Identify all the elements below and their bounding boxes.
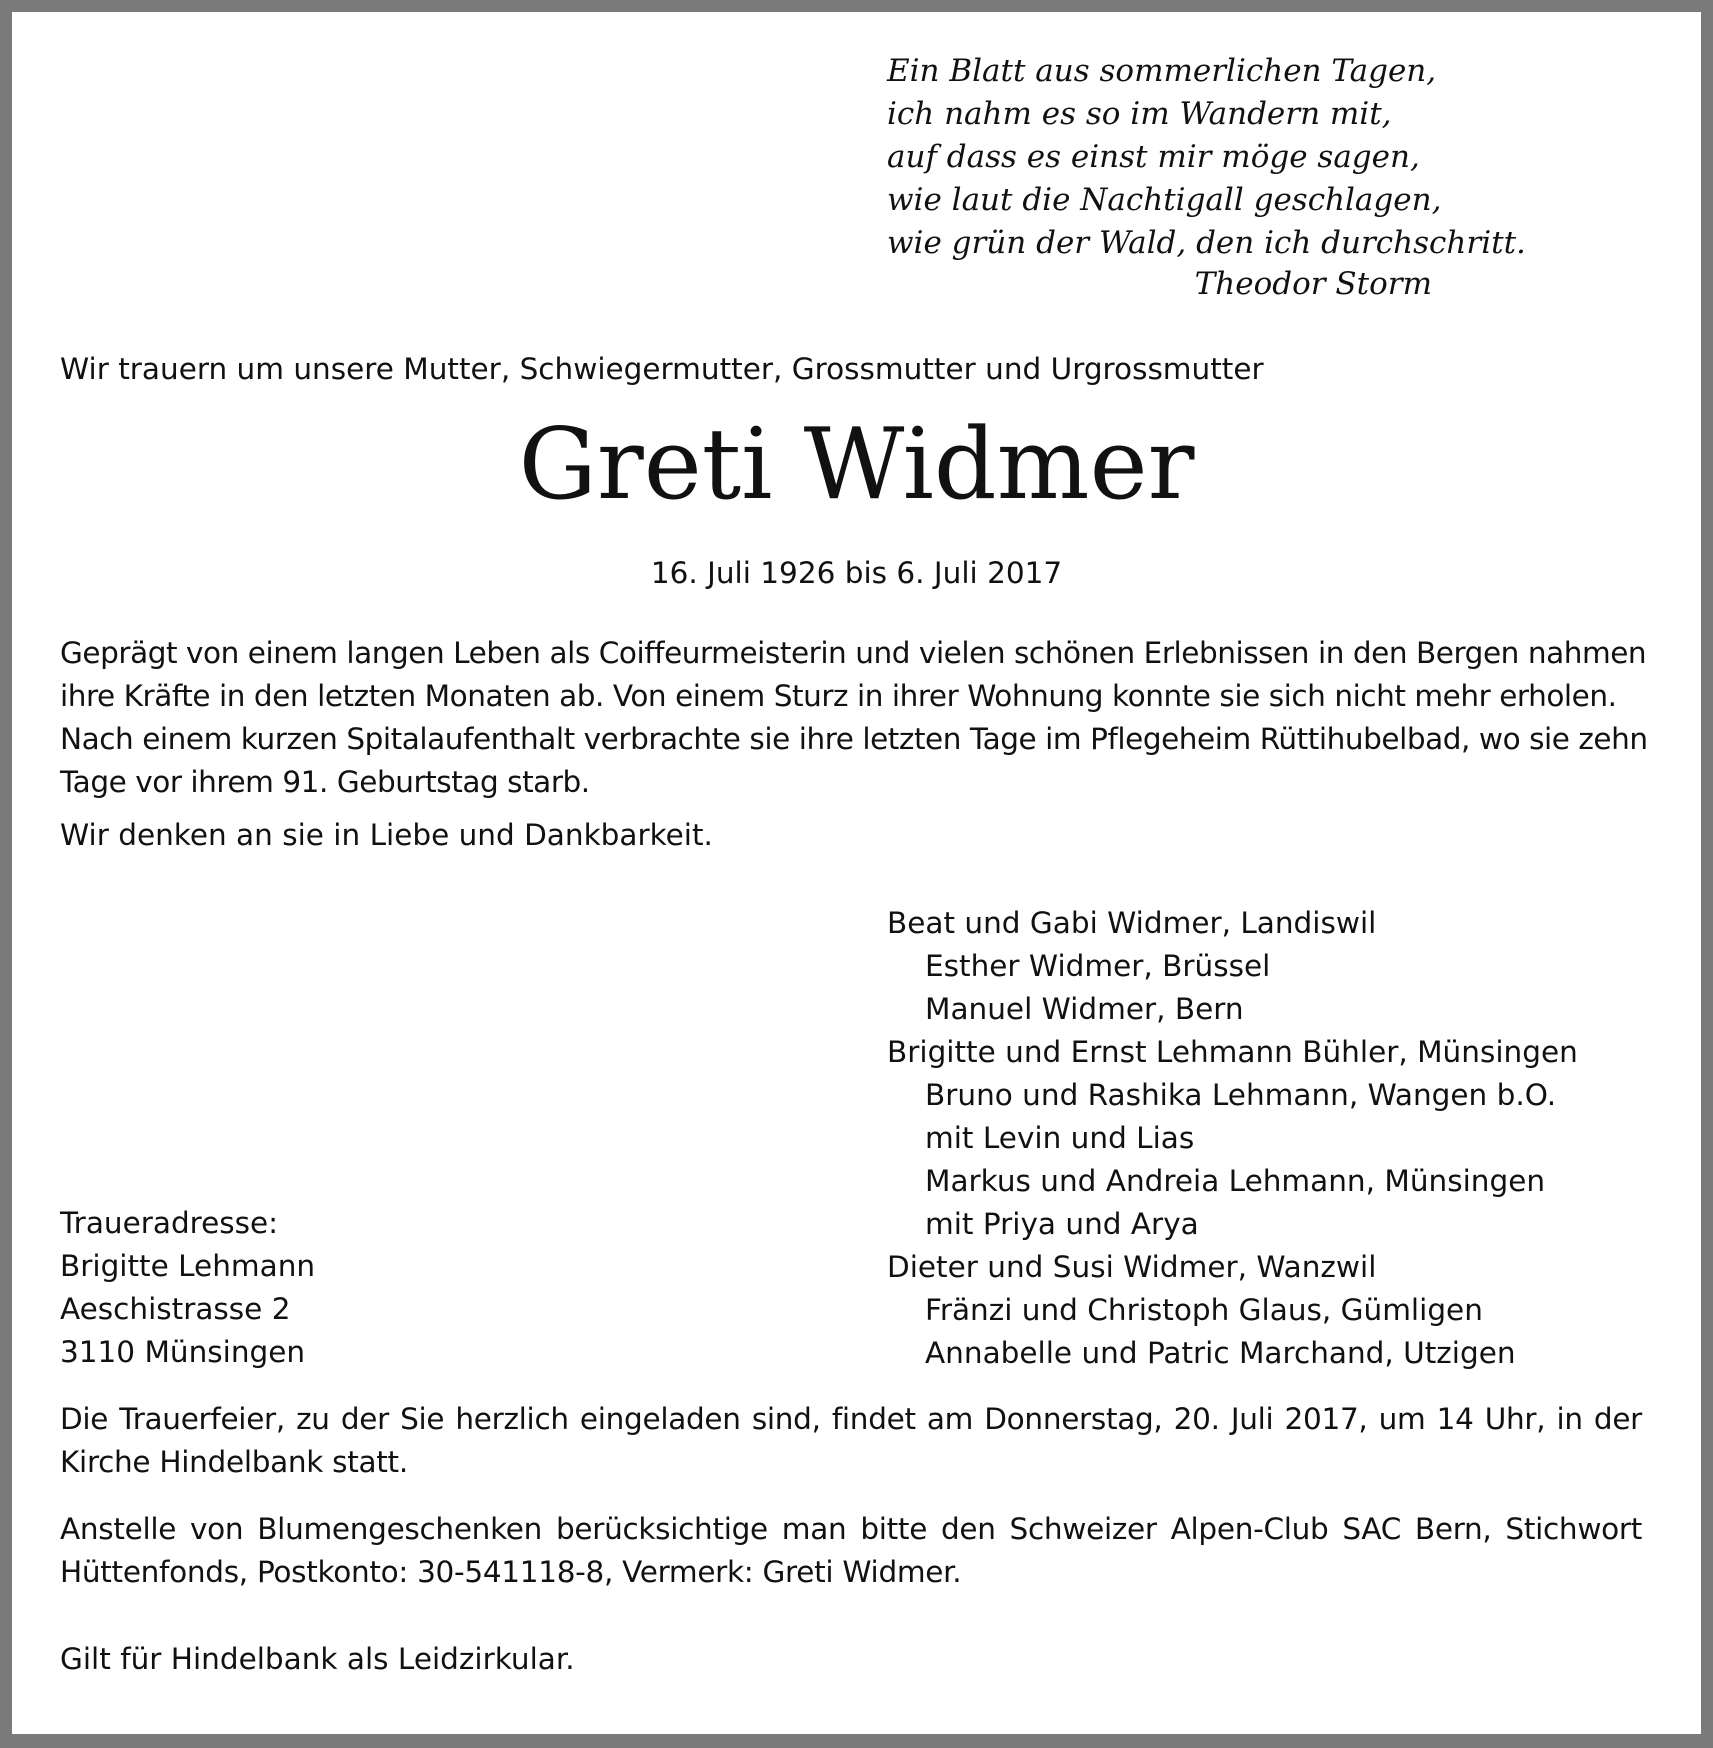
biography-line: Tage vor ihrem 91. Geburtstag starb. — [60, 765, 590, 799]
poem-line: Ein Blatt aus sommerlichen Tagen, — [887, 53, 1437, 89]
biography-line: Geprägt von einem langen Leben als Coiffeurmeisterin und vielen schönen Erlebnissen in den Bergen nahmen — [60, 636, 1647, 670]
family-member: mit Priya und Arya — [925, 1207, 1199, 1241]
biography-paragraph — [60, 632, 1660, 804]
obituary-notice — [12, 12, 1701, 1734]
poem-line: wie laut die Nachtigall geschlagen, — [887, 182, 1442, 218]
mourning-address — [60, 1202, 315, 1374]
family-member: Bruno und Rashika Lehmann, Wangen b.O. — [925, 1078, 1557, 1112]
intro-text: Wir trauern um unsere Mutter, Schwiegermutter, Grossmutter und Urgrossmutter — [60, 352, 1264, 386]
donation-paragraph — [60, 1508, 1660, 1594]
footer-note: Gilt für Hindelbank als Leidzirkular. — [60, 1642, 575, 1676]
biography-line: ihre Kräfte in den letzten Monaten ab. Von einem Sturz in ihrer Wohnung konnte sie sich nicht mehr erholen. — [60, 679, 1617, 713]
ceremony-line: Kirche Hindelbank statt. — [60, 1445, 408, 1479]
donation-line: Hüttenfonds, Postkonto: 30-541118-8, Vermerk: Greti Widmer. — [60, 1555, 962, 1589]
family-member: Beat und Gabi Widmer, Landiswil — [887, 906, 1377, 940]
address-name: Brigitte Lehmann — [60, 1249, 316, 1283]
poem-line: auf dass es einst mir möge sagen, — [887, 139, 1420, 175]
poem-line: wie grün der Wald, den ich durchschritt. — [887, 225, 1526, 261]
family-member: Markus und Andreia Lehmann, Münsingen — [925, 1164, 1546, 1198]
family-member: Manuel Widmer, Bern — [925, 992, 1244, 1026]
family-member: mit Levin und Lias — [925, 1121, 1195, 1155]
family-member: Dieter und Susi Widmer, Wanzwil — [887, 1250, 1377, 1284]
ceremony-line: Die Trauerfeier, zu der Sie herzlich eingeladen sind, findet am Donnerstag, 20. Juli 2017, um 14 Uhr, in der — [60, 1402, 1642, 1436]
donation-line: Anstelle von Blumengeschenken berücksichtige man bitte den Schweizer Alpen-Club SAC Bern, Stichwort — [60, 1512, 1642, 1546]
life-dates: 16. Juli 1926 bis 6. Juli 2017 — [650, 556, 1063, 590]
family-member: Fränzi und Christoph Glaus, Gümligen — [925, 1293, 1483, 1327]
address-label: Traueradresse: — [60, 1206, 279, 1240]
thanks-text: Wir denken an sie in Liebe und Dankbarkeit. — [60, 818, 713, 852]
family-member: Annabelle und Patric Marchand, Utzigen — [925, 1336, 1516, 1370]
biography-line: Nach einem kurzen Spitalaufenthalt verbrachte sie ihre letzten Tage im Pflegeheim Rüttihubelbad, wo sie zehn — [60, 722, 1648, 756]
poem-author: Theodor Storm — [1194, 266, 1432, 302]
family-list — [887, 902, 1578, 1375]
address-street: Aeschistrasse 2 — [60, 1292, 291, 1326]
deceased-name: Greti Widmer — [518, 408, 1195, 522]
ceremony-paragraph — [60, 1398, 1660, 1484]
poem-quote — [887, 50, 1526, 265]
poem-line: ich nahm es so im Wandern mit, — [887, 96, 1392, 132]
family-member: Esther Widmer, Brüssel — [925, 949, 1271, 983]
family-member: Brigitte und Ernst Lehmann Bühler, Münsingen — [887, 1035, 1578, 1069]
address-city: 3110 Münsingen — [60, 1335, 306, 1369]
